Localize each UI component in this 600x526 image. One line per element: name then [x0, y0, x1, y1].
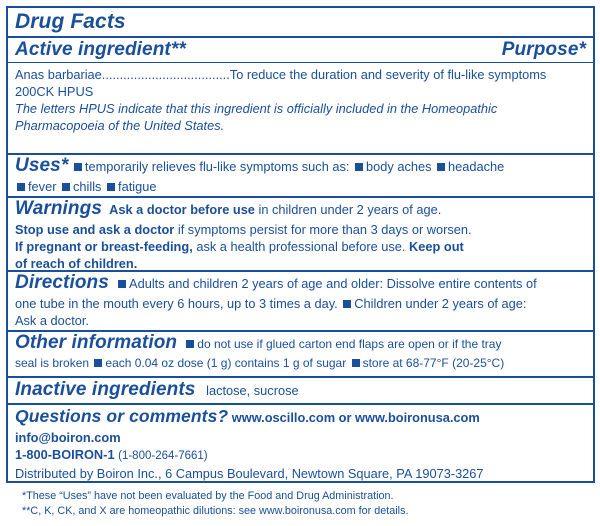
- directions-text-2b: Children under 2 years of age:: [354, 296, 527, 311]
- directions-text-2a: one tube in the mouth every 6 hours, up to 3 times a day.: [15, 296, 338, 311]
- other-item-3: store at 68-77°F (20-25°C): [362, 356, 505, 370]
- warnings-heading: Warnings: [15, 198, 103, 219]
- directions-heading: Directions: [15, 272, 109, 293]
- warnings-line-3: [15, 238, 586, 255]
- phone-bold[interactable]: 1-800-BOIRON-1: [15, 447, 115, 462]
- uses-heading: Uses*: [15, 155, 69, 176]
- email-link[interactable]: info@boiron.com: [15, 430, 121, 445]
- uses-line-1: [15, 155, 586, 178]
- use-item: headache: [448, 159, 505, 174]
- keep-out-reach: of reach of children.: [15, 256, 138, 271]
- purpose-heading: Purpose*: [501, 39, 586, 60]
- bullet-icon: [355, 163, 363, 171]
- phone-line: [15, 446, 586, 465]
- other-line-2: [15, 355, 586, 372]
- bullet-icon: [186, 340, 194, 348]
- ingredient-line: [15, 66, 586, 83]
- ask-doctor-bold: Ask a doctor before use: [109, 202, 255, 217]
- other-item-2: each 0.04 oz dose (1 g) contains 1 g of sugar: [105, 356, 347, 370]
- phone-number[interactable]: (1-800-264-7661): [118, 450, 208, 462]
- pregnant-text: ask a health professional before use.: [192, 239, 410, 254]
- use-item: fever: [28, 179, 57, 194]
- divider: [8, 62, 593, 63]
- bullet-icon: [343, 300, 351, 308]
- uses-section: [8, 155, 593, 195]
- active-ingredient-section: [8, 38, 593, 134]
- warnings-line-1: [15, 198, 586, 221]
- inactive-text: lactose, sucrose: [206, 383, 299, 398]
- warnings-section: [8, 198, 593, 272]
- inactive-heading: Inactive ingredients: [15, 379, 196, 400]
- bullet-icon: [352, 359, 360, 367]
- stop-use-bold: Stop use and ask a doctor: [15, 222, 175, 237]
- website-links[interactable]: www.oscillo.com or www.boironusa.com: [231, 410, 480, 425]
- questions-heading: Questions or comments?: [15, 406, 229, 426]
- footnote-dilutions: **C, K, CK, and X are homeopathic dilutions: see www.boironusa.com for details.: [22, 505, 409, 517]
- bullet-icon: [94, 359, 102, 367]
- directions-line-2: [15, 295, 586, 312]
- footnotes: [22, 489, 408, 519]
- page-title: Drug Facts: [15, 10, 126, 33]
- uses-intro: temporarily relieves flu-like symptoms such as:: [84, 159, 350, 174]
- inactive-line: [15, 378, 586, 403]
- directions-line-3: Ask a doctor.: [15, 313, 89, 328]
- leader-dots: ....................................: [101, 67, 230, 82]
- active-ingredient-heading: Active ingredient**: [15, 39, 186, 60]
- other-item-1b: seal is broken: [15, 356, 90, 370]
- questions-section: [8, 405, 593, 482]
- active-header-row: [15, 38, 586, 62]
- bullet-icon: [74, 163, 82, 171]
- distributor: Distributed by Boiron Inc., 6 Campus Boulevard, Newtown Square, PA 19073-3267: [15, 466, 484, 481]
- directions-section: [8, 272, 593, 329]
- other-item-1a: do not use if glued carton end flaps are open or if the tray: [197, 337, 502, 351]
- warnings-line-2: [15, 221, 586, 238]
- use-item: fatigue: [118, 179, 157, 194]
- title-section: [8, 8, 593, 35]
- questions-line-1: [15, 405, 586, 429]
- directions-line-1: [15, 272, 586, 295]
- keep-out-bold: Keep out: [409, 239, 464, 254]
- ingredient-name: Anas barbariae: [15, 67, 102, 82]
- stop-use-text: if symptoms persist for more than 3 days or worsen.: [174, 222, 472, 237]
- use-item: chills: [73, 179, 102, 194]
- uses-line-2: [15, 178, 586, 195]
- bullet-icon: [107, 183, 115, 191]
- directions-text-1: Adults and children 2 years of age and older: Dissolve entire contents of: [129, 276, 537, 291]
- bullet-icon: [437, 163, 445, 171]
- potency: 200CK HPUS: [15, 84, 94, 99]
- bullet-icon: [62, 183, 70, 191]
- inactive-section: [8, 378, 593, 403]
- hpus-note-1: The letters HPUS indicate that this ingredient is officially included in the Homeopathic: [15, 101, 498, 116]
- footnote-uses: *These “Uses” have not been evaluated by the Food and Drug Administration.: [22, 490, 394, 502]
- other-info-heading: Other information: [15, 332, 178, 353]
- ask-doctor-text: in children under 2 years of age.: [254, 202, 442, 217]
- use-item: body aches: [366, 159, 432, 174]
- drug-facts-panel: [6, 6, 595, 483]
- other-line-1: [15, 332, 586, 355]
- hpus-note-2: Pharmacopoeia of the United States.: [15, 118, 225, 133]
- other-info-section: [8, 332, 593, 372]
- bullet-icon: [118, 280, 126, 288]
- bullet-icon: [17, 183, 25, 191]
- ingredient-purpose: To reduce the duration and severity of flu-like symptoms: [229, 67, 547, 82]
- pregnant-bold: If pregnant or breast-feeding,: [15, 239, 193, 254]
